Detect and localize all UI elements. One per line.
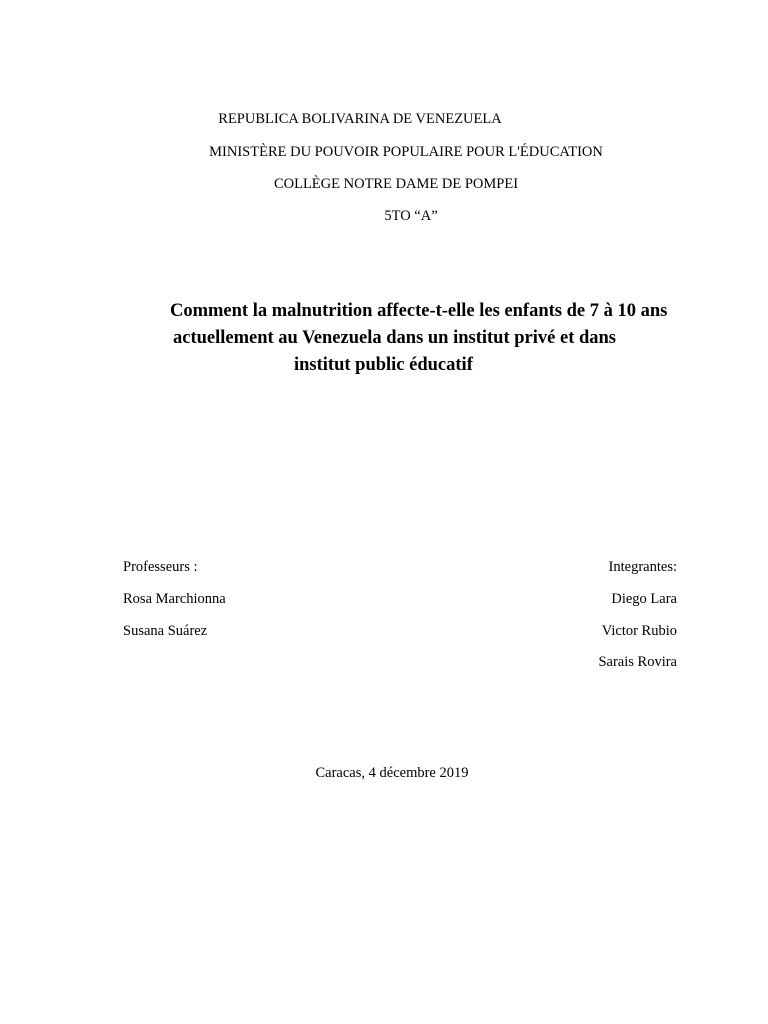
member-name: Sarais Rovira [598, 654, 677, 670]
header-republic: REPUBLICA BOLIVARINA DE VENEZUELA [218, 111, 502, 127]
header-college: COLLÈGE NOTRE DAME DE POMPEI [273, 176, 519, 192]
member-name: Victor Rubio [601, 623, 677, 639]
document-title-line-3: institut public éducatif [294, 355, 473, 375]
professor-name: Susana Suárez [123, 623, 208, 639]
professors-label: Professeurs : [123, 559, 198, 575]
place-and-date: Caracas, 4 décembre 2019 [315, 765, 469, 781]
header-ministry: MINISTÈRE DU POUVOIR POPULAIRE POUR L'ÉDUCATION [209, 144, 603, 160]
members-label: Integrantes: [608, 559, 677, 575]
professor-name: Rosa Marchionna [123, 591, 226, 607]
document-title-line-2: actuellement au Venezuela dans un institut privé et dans [173, 328, 617, 348]
document-title-line-1: Comment la malnutrition affecte-t-elle les enfants de 7 à 10 ans [170, 301, 668, 321]
header-class: 5TO “A” [384, 208, 438, 224]
member-name: Diego Lara [611, 591, 677, 607]
